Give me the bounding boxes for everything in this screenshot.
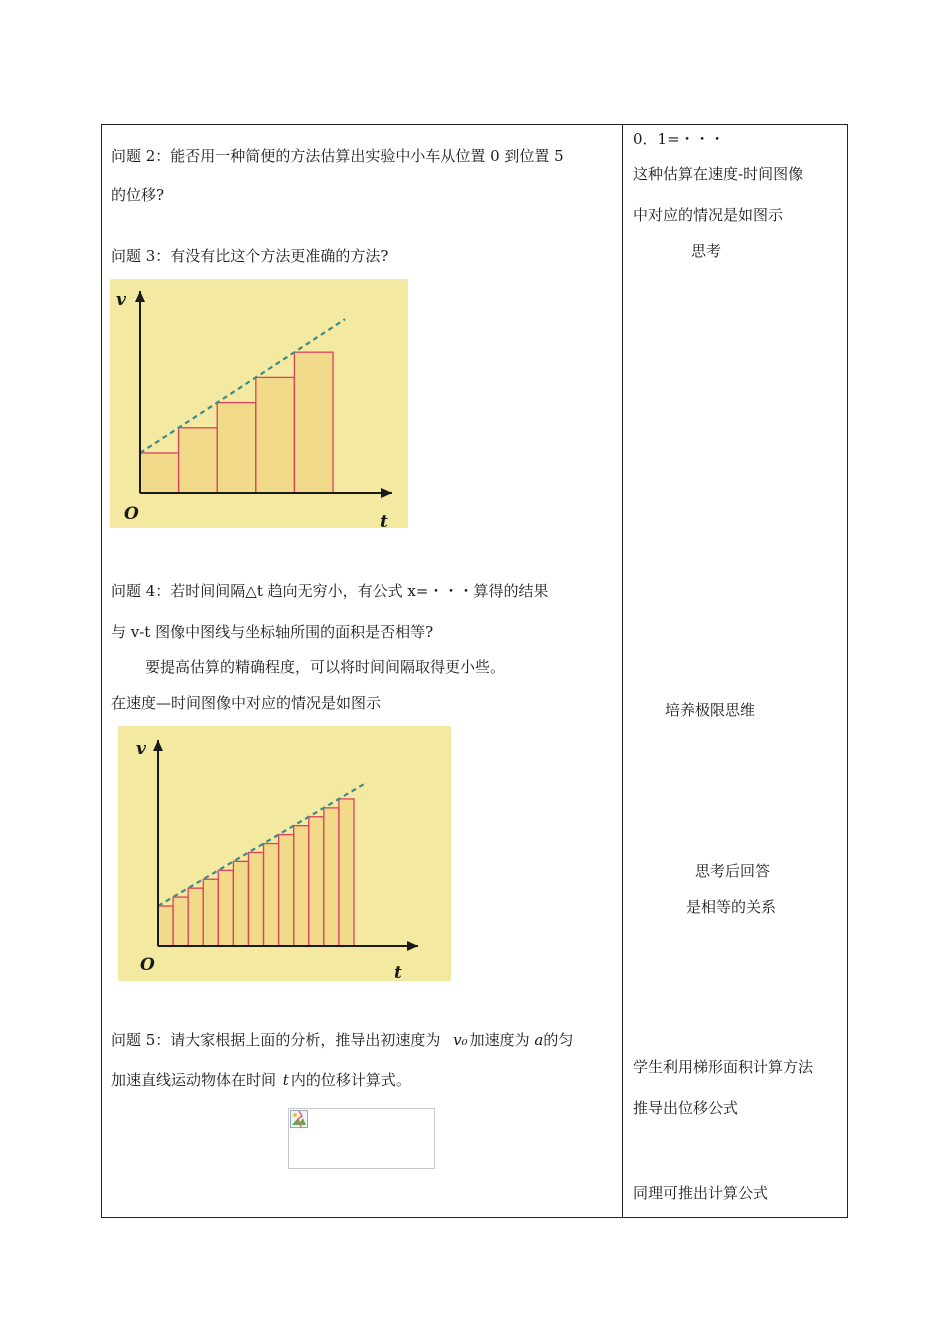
x-axis-arrow (381, 488, 392, 498)
step-bar (339, 799, 354, 946)
step-bar (217, 403, 256, 493)
step-bar (140, 453, 179, 493)
x-axis-arrow (407, 941, 418, 951)
paragraph-graph-caption: 在速度—时间图像中对应的情况是如图示 (111, 694, 382, 712)
right-note-similar: 同理可推出计算公式 (633, 1184, 769, 1202)
q5-text-d: 加速直线运动物体在时间 (111, 1071, 277, 1089)
right-note-3: 中对应的情况是如图示 (633, 206, 784, 224)
q5-text-b: 加速度为 (469, 1031, 530, 1049)
step-bar (233, 861, 248, 946)
paragraph-precision: 要提高估算的精确程度，可以将时间间隔取得更小些。 (145, 658, 506, 676)
step-bar (256, 377, 295, 493)
origin-label: O (124, 504, 139, 524)
step-bar (158, 906, 173, 946)
step-bar (294, 826, 309, 946)
right-note-derive: 推导出位移公式 (633, 1099, 739, 1117)
q5-a: a (534, 1031, 544, 1049)
right-note-1: 0．1=・・・ (633, 130, 725, 148)
vt-graph-13-steps (118, 726, 451, 981)
right-note-think: 思考 (691, 242, 722, 260)
question-3: 问题 3：有没有比这个方法更准确的方法? (111, 247, 389, 265)
question-2-line1: 问题 2：能否用一种简便的方法估算出实验中小车从位置 0 到位置 5 (111, 147, 564, 165)
y-axis-label: v (116, 290, 126, 310)
question-2-line2: 的位移? (111, 186, 165, 204)
q5-text-e: 内的位移计算式。 (290, 1071, 411, 1089)
question-4-line2: 与 v-t 图像中图线与坐标轴所围的面积是否相等? (111, 623, 434, 641)
right-note-equal: 是相等的关系 (686, 898, 777, 916)
step-bar (203, 879, 218, 946)
right-note-answer: 思考后回答 (695, 862, 771, 880)
step-bar (264, 844, 279, 946)
step-bar (324, 808, 339, 946)
right-note-trapezoid: 学生利用梯形面积计算方法 (633, 1058, 814, 1076)
origin-label: O (140, 955, 155, 975)
broken-image-icon (290, 1110, 308, 1128)
question-5-line2 (111, 1070, 411, 1090)
q5-v0: v₀ (453, 1031, 468, 1049)
question-4-line1: 问题 4：若时间间隔△t 趋向无穷小，有公式 x=・・・算得的结果 (111, 582, 549, 600)
vt-graph-13-steps-svg (118, 726, 451, 981)
q5-t: t (282, 1071, 289, 1089)
q5-text-a: 问题 5：请大家根据上面的分析，推导出初速度为 (111, 1031, 441, 1049)
t-axis-label: t (394, 963, 402, 981)
step-bar (248, 852, 263, 946)
right-note-2: 这种估算在速度-时间图像 (633, 165, 804, 183)
column-divider (622, 124, 623, 1218)
question-5-line1 (111, 1030, 573, 1050)
y-axis-arrow (135, 291, 145, 302)
step-bar (309, 817, 324, 946)
q5-text-c: 的匀 (543, 1031, 574, 1049)
step-bar (179, 428, 218, 493)
vt-graph-5-steps-svg (110, 279, 408, 528)
step-bar (173, 897, 188, 946)
right-note-limit: 培养极限思维 (665, 701, 756, 719)
step-bar (294, 352, 333, 493)
t-axis-label: t (380, 512, 388, 528)
broken-image-placeholder (288, 1108, 435, 1169)
y-axis-arrow (153, 740, 163, 751)
step-bar (279, 835, 294, 946)
step-bar (188, 888, 203, 946)
y-axis-label: v (136, 739, 146, 759)
vt-graph-5-steps (110, 279, 408, 528)
step-bar (218, 870, 233, 946)
